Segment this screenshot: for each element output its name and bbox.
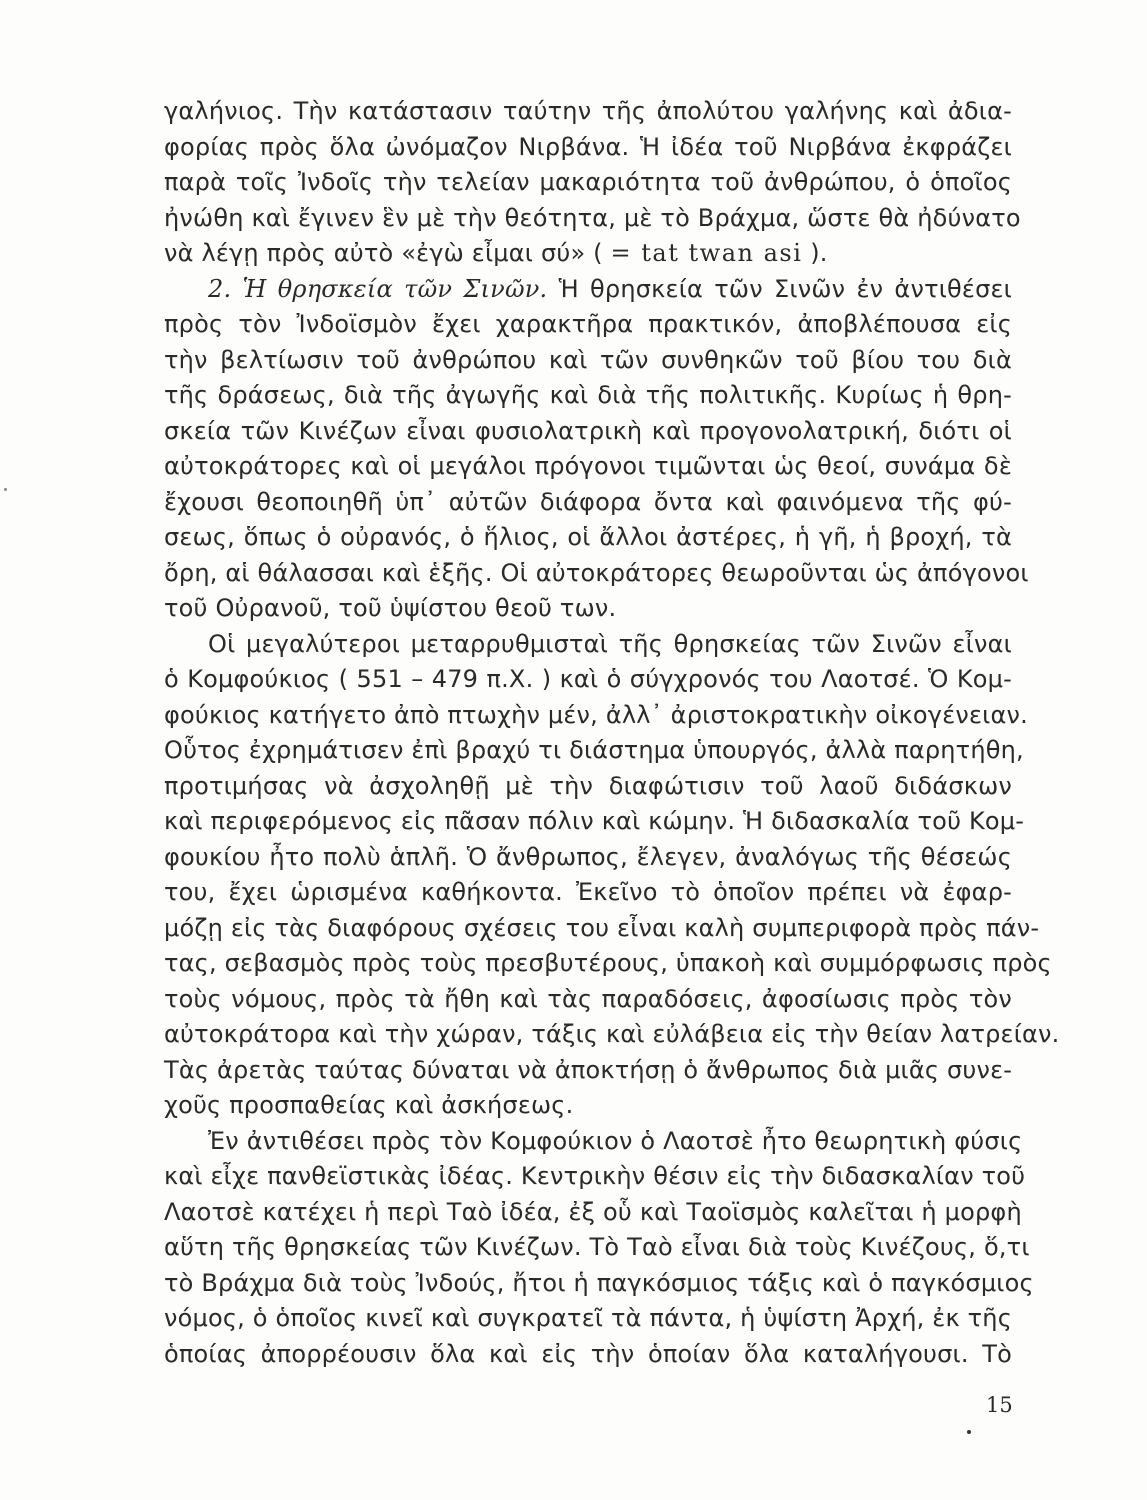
body-text [164,94,1060,1372]
text-line [164,236,1012,272]
text-line: φουκίου ἦτο πολὺ ἁπλῆ. Ὁ ἄνθρωπος, ἔλεγεν, ἀναλόγως τῆς θέσεώς [164,842,1012,871]
paragraph-1 [164,94,1021,272]
text-line: αὐτοκράτορες καὶ οἱ μεγάλοι πρόγονοι τιμῶνται ὡς θεοί, συνάμα δὲ [164,452,1012,480]
page-number: 15 [986,1393,1013,1417]
text-line: νόμος, ὁ ὁποῖος κινεῖ καὶ συγκρατεῖ τὰ πάντα, ἡ ὑψίστη Ἀρχή, ἐκ τῆς [164,1304,1012,1332]
text-line: παρὰ τοῖς Ἰνδοῖς τὴν τελείαν μακαριότητα τοῦ ἀνθρώπου, ὁ ὁποῖος [164,168,1012,196]
print-mark [967,1430,971,1434]
text-line: ἠνώθη καὶ ἔγινεν ἓν μὲ τὴν θεότητα, μὲ τὸ Βράχμα, ὥστε θὰ ἠδύνατο [164,203,1021,232]
text-line: ἔχουσι θεοποιηθῆ ὑπ᾽ αὐτῶν διάφορα ὄντα καὶ φαινόμενα τῆς φύ- [164,487,1012,516]
text-line: σκεία τῶν Κινέζων εἶναι φυσιολατρικὴ καὶ προγονολατρική, διότι οἱ [164,416,1012,445]
scan-speck [4,488,7,491]
text-line: τῆς δράσεως, διὰ τῆς ἀγωγῆς καὶ διὰ τῆς πολιτικῆς. Κυρίως ἡ θρη- [164,381,1012,409]
text-line: Ἐν ἀντιθέσει πρὸς τὸν Κομφούκιον ὁ Λαοτσὲ ἦτο θεωρητικὴ φύσις [208,1126,1023,1155]
text-line: τας, σεβασμὸς πρὸς τοὺς πρεσβυτέρους, ὑπακοὴ καὶ συμμόρφωσις πρὸς [164,949,1052,977]
text-fragment: ). [802,239,828,267]
text-line: τὸ Βράχμα διὰ τοὺς Ἰνδούς, ἤτοι ἡ παγκόσμιος τάξις καὶ ὁ παγκόσμιος [164,1268,1034,1297]
text-line: Λαοτσὲ κατέχει ἡ περὶ Ταὸ ἰδέα, ἐξ οὗ καὶ Ταοϊσμὸς καλεῖται ἡ μορφὴ [164,1197,1022,1226]
section-heading: 2. Ἡ θρησκεία τῶν Σινῶν. [208,274,548,303]
text-line: τὴν βελτίωσιν τοῦ ἀνθρώπου καὶ τῶν συνθηκῶν τοῦ βίου του διὰ [164,345,1012,374]
text-line: Οὗτος ἐχρημάτισεν ἐπὶ βραχύ τι διάστημα ὑπουργός, ἀλλὰ παρητήθη, [164,736,1024,764]
text-line: χοῦς προσπαθείας καὶ ἀσκήσεως. [164,1091,574,1119]
text-line: πρὸς τὸν Ἰνδοϊσμὸν ἔχει χαρακτῆρα πρακτικόν, ἀποβλέπουσα εἰς [164,310,1012,338]
text-line: καὶ περιφερόμενος εἰς πᾶσαν πόλιν καὶ κώμην. Ἡ διδασκαλία τοῦ Κομ- [164,807,1025,835]
paragraph-3 [164,627,1060,1124]
text-line: ὁ Κομφούκιος ( 551 – 479 π.Χ. ) καὶ ὁ σύγχρονός του Λαοτσέ. Ὁ Κομ- [164,665,1012,693]
text-line [164,272,1012,308]
text-line: φορίας πρὸς ὅλα ὠνόμαζον Νιρβάνα. Ἡ ἰδέα τοῦ Νιρβάνα ἐκφράζει [164,132,1012,161]
text-line: ὁποίας ἀπορρέουσιν ὅλα καὶ εἰς τὴν ὁποίαν ὅλα καταλήγουσι. Τὸ [164,1339,1012,1368]
text-line: προτιμήσας νὰ ἀσχοληθῇ μὲ τὴν διαφώτισιν τοῦ λαοῦ διδάσκων [164,771,1012,800]
text-line: τοὺς νόμους, πρὸς τὰ ἤθη καὶ τὰς παραδόσεις, ἀφοσίωσις πρὸς τὸν [164,984,1012,1013]
text-line: μόζῃ εἰς τὰς διαφόρους σχέσεις του εἶναι καλὴ συμπεριφορὰ πρὸς πάν- [164,913,1040,942]
text-fragment: Ἡ θρησκεία τῶν Σινῶν ἐν ἀντιθέσει [547,274,1012,303]
text-line: σεως, ὅπως ὁ οὐρανός, ὁ ἥλιος, οἱ ἄλλοι ἀστέρες, ἡ γῆ, ἡ βροχή, τὰ [164,523,1012,551]
latin-phrase: = tat twan asi [610,239,803,267]
paragraph-2 [164,272,1029,627]
text-line: γαλήνιος. Τὴν κατάστασιν ταύτην τῆς ἀπολύτου γαλήνης καὶ ἀδια- [164,97,1012,125]
text-line: Οἱ μεγαλύτεροι μεταρρυθμισταὶ τῆς θρησκείας τῶν Σινῶν εἶναι [208,629,1012,658]
text-line: αὐτοκράτορα καὶ τὴν χώραν, τάξις καὶ εὐλάβεια εἰς τὴν θείαν λατρείαν. [164,1020,1060,1048]
text-line: καὶ εἶχε πανθεϊστικὰς ἰδέας. Κεντρικὴν θέσιν εἰς τὴν διδασκαλίαν τοῦ [164,1162,1026,1190]
text-line: του, ἔχει ὡρισμένα καθήκοντα. Ἐκεῖνο τὸ ὁποῖον πρέπει νὰ ἐφαρ- [164,878,1012,906]
text-line: τοῦ Οὐρανοῦ, τοῦ ὑψίστου θεοῦ των. [164,594,617,622]
text-line: ὄρη, αἱ θάλασσαι καὶ ἑξῆς. Οἱ αὐτοκράτορες θεωροῦνται ὡς ἀπόγονοι [164,558,1029,587]
paragraph-4 [164,1124,1034,1373]
text-line: φούκιος κατήγετο ἀπὸ πτωχὴν μέν, ἀλλ᾽ ἀριστοκρατικὴν οἰκογένειαν. [164,700,1028,729]
text-fragment: νὰ λέγῃ πρὸς αὐτὸ «ἐγὼ εἶμαι σύ» ( [164,239,611,267]
text-line: αὕτη τῆς θρησκείας τῶν Κινέζων. Τὸ Ταὸ εἶναι διὰ τοὺς Κινέζους, ὅ,τι [164,1233,1030,1261]
text-line: Τὰς ἀρετὰς ταύτας δύναται νὰ ἀποκτήσῃ ὁ ἄνθρωπος διὰ μιᾶς συνε- [164,1055,1013,1084]
